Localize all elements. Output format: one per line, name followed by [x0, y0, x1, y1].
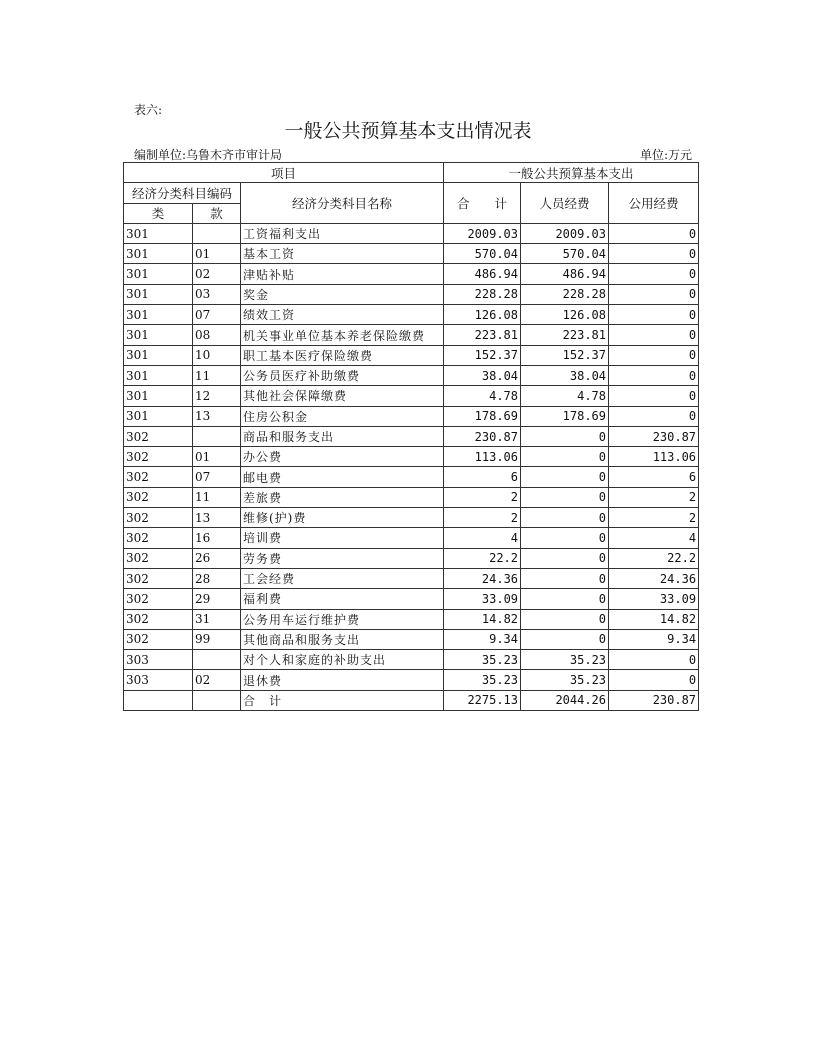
- cell-total: 24.36: [444, 568, 521, 588]
- page-title: 一般公共预算基本支出情况表: [284, 120, 532, 142]
- cell-personnel: 0: [521, 568, 609, 588]
- table-row: [124, 609, 699, 629]
- cell-total: 2: [444, 508, 521, 528]
- cell-name: 住房公积金: [241, 406, 444, 426]
- table-row: [124, 589, 699, 609]
- cell-public: 22.2: [609, 548, 699, 568]
- cell-lei: 302: [124, 548, 193, 568]
- cell-name: 差旅费: [241, 487, 444, 507]
- cell-kuan: 01: [193, 244, 241, 264]
- cell-personnel: 178.69: [521, 406, 609, 426]
- table-row: [124, 426, 699, 446]
- cell-kuan: 11: [193, 487, 241, 507]
- cell-personnel: 0: [521, 589, 609, 609]
- cell-total: 2: [444, 487, 521, 507]
- cell-kuan: 03: [193, 284, 241, 304]
- cell-public: 9.34: [609, 629, 699, 649]
- cell-public: 0: [609, 650, 699, 670]
- table-row: [124, 629, 699, 649]
- cell-public: 0: [609, 264, 699, 284]
- cell-lei: 302: [124, 487, 193, 507]
- cell-total: 228.28: [444, 284, 521, 304]
- table-row: [124, 264, 699, 284]
- cell-total: 35.23: [444, 670, 521, 690]
- cell-kuan: [193, 426, 241, 446]
- budget-table: [123, 162, 699, 711]
- cell-total: 33.09: [444, 589, 521, 609]
- cell-personnel: 35.23: [521, 650, 609, 670]
- cell-lei: 301: [124, 406, 193, 426]
- cell-lei: 301: [124, 305, 193, 325]
- cell-public: 0: [609, 325, 699, 345]
- cell-kuan: 99: [193, 629, 241, 649]
- table-row: [124, 325, 699, 345]
- cell-lei: [124, 690, 193, 710]
- cell-kuan: 28: [193, 568, 241, 588]
- cell-total: 2275.13: [444, 690, 521, 710]
- cell-personnel: 0: [521, 508, 609, 528]
- cell-personnel: 0: [521, 548, 609, 568]
- cell-public: 0: [609, 670, 699, 690]
- cell-personnel: 2009.03: [521, 223, 609, 243]
- header-budget-group: 一般公共预算基本支出: [444, 163, 699, 183]
- cell-public: 24.36: [609, 568, 699, 588]
- cell-total: 152.37: [444, 345, 521, 365]
- cell-public: 0: [609, 406, 699, 426]
- cell-kuan: 10: [193, 345, 241, 365]
- cell-name: 合 计: [241, 690, 444, 710]
- cell-name: 绩效工资: [241, 305, 444, 325]
- cell-lei: 301: [124, 386, 193, 406]
- cell-name: 工会经费: [241, 568, 444, 588]
- cell-personnel: 570.04: [521, 244, 609, 264]
- cell-total: 230.87: [444, 426, 521, 446]
- table-row: [124, 365, 699, 385]
- header-lei: 类: [124, 203, 193, 223]
- cell-lei: 301: [124, 325, 193, 345]
- cell-kuan: 26: [193, 548, 241, 568]
- cell-lei: 302: [124, 609, 193, 629]
- cell-total: 35.23: [444, 650, 521, 670]
- table-row: [124, 447, 699, 467]
- table-row: [124, 223, 699, 243]
- cell-lei: 302: [124, 467, 193, 487]
- cell-name: 对个人和家庭的补助支出: [241, 650, 444, 670]
- cell-name: 基本工资: [241, 244, 444, 264]
- table-row: [124, 467, 699, 487]
- cell-personnel: 0: [521, 487, 609, 507]
- cell-lei: 301: [124, 223, 193, 243]
- cell-personnel: 228.28: [521, 284, 609, 304]
- cell-total: 113.06: [444, 447, 521, 467]
- cell-kuan: [193, 690, 241, 710]
- cell-kuan: 07: [193, 467, 241, 487]
- table-row: [124, 568, 699, 588]
- table-row: [124, 305, 699, 325]
- cell-lei: 302: [124, 589, 193, 609]
- cell-lei: 301: [124, 244, 193, 264]
- cell-total: 22.2: [444, 548, 521, 568]
- cell-personnel: 223.81: [521, 325, 609, 345]
- cell-name: 福利费: [241, 589, 444, 609]
- cell-public: 230.87: [609, 690, 699, 710]
- cell-personnel: 2044.26: [521, 690, 609, 710]
- cell-lei: 302: [124, 447, 193, 467]
- cell-public: 2: [609, 508, 699, 528]
- cell-personnel: 486.94: [521, 264, 609, 284]
- cell-personnel: 38.04: [521, 365, 609, 385]
- cell-name: 培训费: [241, 528, 444, 548]
- cell-name: 维修(护)费: [241, 508, 444, 528]
- cell-public: 0: [609, 284, 699, 304]
- cell-total: 2009.03: [444, 223, 521, 243]
- cell-total: 6: [444, 467, 521, 487]
- cell-name: 劳务费: [241, 548, 444, 568]
- cell-kuan: 11: [193, 365, 241, 385]
- table-row: [124, 406, 699, 426]
- cell-kuan: 31: [193, 609, 241, 629]
- cell-kuan: 29: [193, 589, 241, 609]
- cell-total: 570.04: [444, 244, 521, 264]
- header-code-group: 经济分类科目编码: [124, 183, 241, 203]
- header-project: 项目: [124, 163, 444, 183]
- cell-lei: 301: [124, 365, 193, 385]
- cell-lei: 302: [124, 426, 193, 446]
- cell-public: 0: [609, 244, 699, 264]
- cell-personnel: 0: [521, 426, 609, 446]
- cell-public: 0: [609, 305, 699, 325]
- cell-kuan: 12: [193, 386, 241, 406]
- cell-public: 4: [609, 528, 699, 548]
- cell-name: 公务用车运行维护费: [241, 609, 444, 629]
- currency-unit: 单位:万元: [639, 148, 692, 162]
- cell-personnel: 4.78: [521, 386, 609, 406]
- cell-total: 223.81: [444, 325, 521, 345]
- cell-kuan: 01: [193, 447, 241, 467]
- cell-kuan: 13: [193, 508, 241, 528]
- table-row: [124, 487, 699, 507]
- cell-public: 0: [609, 345, 699, 365]
- cell-name: 机关事业单位基本养老保险缴费: [241, 325, 444, 345]
- cell-personnel: 0: [521, 447, 609, 467]
- cell-kuan: 07: [193, 305, 241, 325]
- cell-name: 办公费: [241, 447, 444, 467]
- cell-total: 486.94: [444, 264, 521, 284]
- cell-name: 公务员医疗补助缴费: [241, 365, 444, 385]
- cell-public: 0: [609, 386, 699, 406]
- cell-name: 职工基本医疗保险缴费: [241, 345, 444, 365]
- compiling-unit: 编制单位:乌鲁木齐市审计局: [134, 148, 283, 162]
- header-personnel: 人员经费: [521, 183, 609, 224]
- cell-public: 6: [609, 467, 699, 487]
- cell-personnel: 0: [521, 467, 609, 487]
- cell-kuan: 13: [193, 406, 241, 426]
- cell-personnel: 126.08: [521, 305, 609, 325]
- table-row: [124, 244, 699, 264]
- cell-public: 0: [609, 365, 699, 385]
- cell-name: 工资福利支出: [241, 223, 444, 243]
- header-total: 合 计: [444, 183, 521, 224]
- cell-name: 商品和服务支出: [241, 426, 444, 446]
- cell-name: 奖金: [241, 284, 444, 304]
- cell-total: 14.82: [444, 609, 521, 629]
- table-body: [124, 223, 699, 710]
- header-public: 公用经费: [609, 183, 699, 224]
- cell-total: 126.08: [444, 305, 521, 325]
- cell-public: 14.82: [609, 609, 699, 629]
- table-row: [124, 650, 699, 670]
- table-row: [124, 386, 699, 406]
- cell-kuan: 02: [193, 670, 241, 690]
- cell-lei: 301: [124, 284, 193, 304]
- cell-kuan: [193, 223, 241, 243]
- cell-total: 178.69: [444, 406, 521, 426]
- cell-kuan: [193, 650, 241, 670]
- cell-kuan: 16: [193, 528, 241, 548]
- cell-personnel: 152.37: [521, 345, 609, 365]
- table-label: 表六:: [134, 103, 163, 117]
- cell-lei: 303: [124, 670, 193, 690]
- cell-lei: 303: [124, 650, 193, 670]
- cell-lei: 301: [124, 264, 193, 284]
- cell-public: 113.06: [609, 447, 699, 467]
- cell-name: 其他商品和服务支出: [241, 629, 444, 649]
- cell-personnel: 0: [521, 528, 609, 548]
- cell-lei: 301: [124, 345, 193, 365]
- cell-personnel: 0: [521, 609, 609, 629]
- cell-name: 邮电费: [241, 467, 444, 487]
- cell-name: 退休费: [241, 670, 444, 690]
- cell-total: 4: [444, 528, 521, 548]
- cell-public: 2: [609, 487, 699, 507]
- cell-public: 33.09: [609, 589, 699, 609]
- header-kuan: 款: [193, 203, 241, 223]
- table-row: [124, 548, 699, 568]
- cell-lei: 302: [124, 629, 193, 649]
- cell-total: 9.34: [444, 629, 521, 649]
- header-item-name: 经济分类科目名称: [241, 183, 444, 224]
- cell-name: 津贴补贴: [241, 264, 444, 284]
- table-row: [124, 508, 699, 528]
- cell-lei: 302: [124, 508, 193, 528]
- cell-personnel: 0: [521, 629, 609, 649]
- table-row: [124, 345, 699, 365]
- table-row: [124, 528, 699, 548]
- cell-total: 4.78: [444, 386, 521, 406]
- cell-name: 其他社会保障缴费: [241, 386, 444, 406]
- cell-kuan: 02: [193, 264, 241, 284]
- cell-total: 38.04: [444, 365, 521, 385]
- cell-personnel: 35.23: [521, 670, 609, 690]
- cell-lei: 302: [124, 528, 193, 548]
- cell-lei: 302: [124, 568, 193, 588]
- cell-kuan: 08: [193, 325, 241, 345]
- table-row: [124, 690, 699, 710]
- table-row: [124, 670, 699, 690]
- cell-public: 230.87: [609, 426, 699, 446]
- table-row: [124, 284, 699, 304]
- cell-public: 0: [609, 223, 699, 243]
